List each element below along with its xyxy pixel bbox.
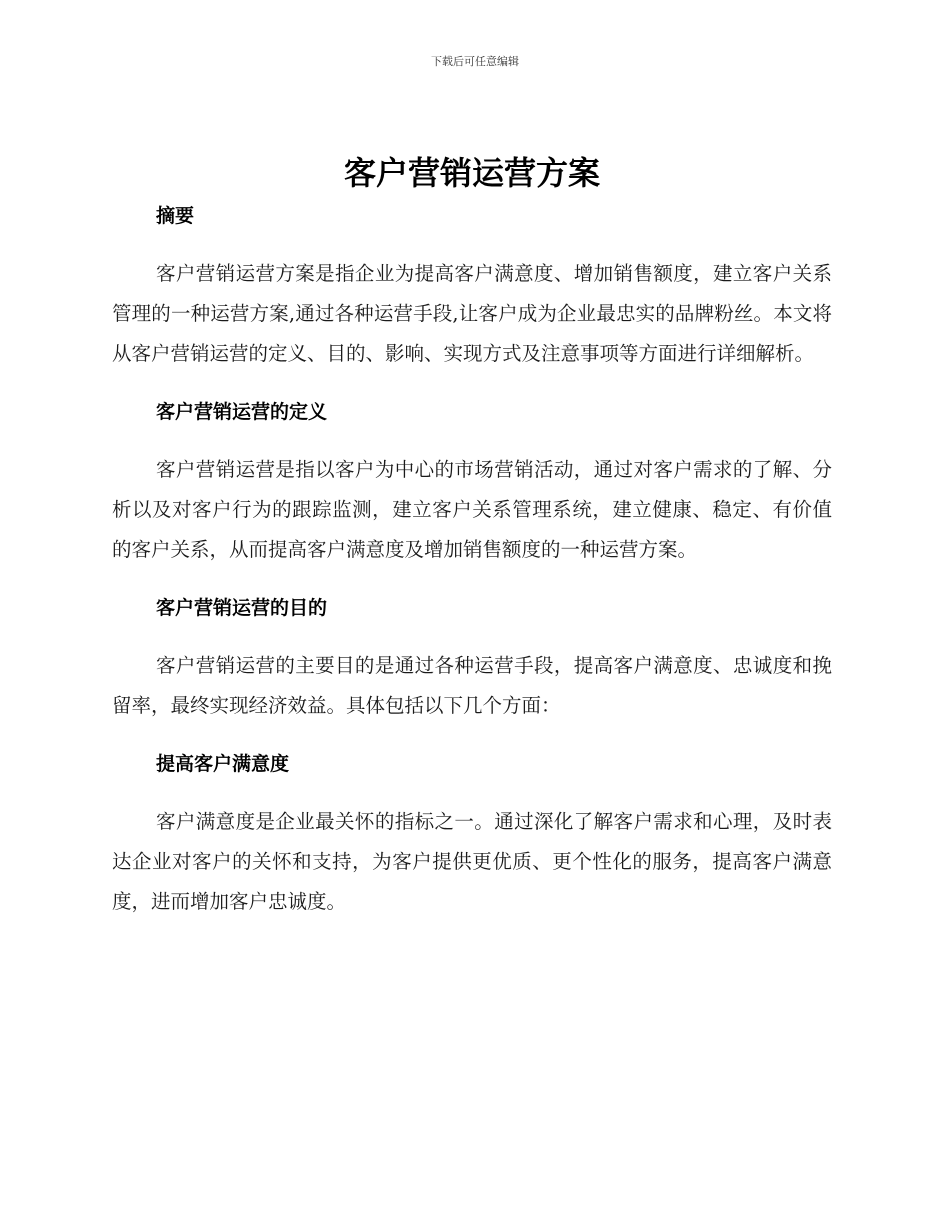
- paragraph-definition: 客户营销运营是指以客户为中心的市场营销活动，通过对客户需求的了解、分析以及对客户行为的跟踪监测，建立客户关系管理系统，建立健康、稳定、有价值的客户关系，从而提高客户满意度及增加销售额度的一种运营方案。: [112, 458, 832, 561]
- document-body: [112, 150, 832, 946]
- paragraph-abstract: 客户营销运营方案是指企业为提高客户满意度、增加销售额度，建立客户关系管理的一种运营方案,通过各种运营手段,让客户成为企业最忠实的品牌粉丝。本文将从客户营销运营的定义、目的、影响、实现方式及注意事项等方面进行详细解析。: [112, 262, 832, 365]
- section-heading-definition: 客户营销运营的定义: [156, 401, 328, 423]
- page-header-note: 下载后可任意编辑: [431, 55, 519, 68]
- document-title: 客户营销运营方案: [343, 154, 600, 192]
- section-heading-abstract: 摘要: [156, 205, 195, 227]
- paragraph-purpose: 客户营销运营的主要目的是通过各种运营手段，提高客户满意度、忠诚度和挽留率，最终实现经济效益。具体包括以下几个方面：: [112, 654, 832, 717]
- paragraph-satisfaction: 客户满意度是企业最关怀的指标之一。通过深化了解客户需求和心理，及时表达企业对客户的关怀和支持，为客户提供更优质、更个性化的服务，提高客户满意度，进而增加客户忠诚度。: [112, 810, 832, 913]
- section-heading-purpose: 客户营销运营的目的: [156, 597, 328, 619]
- section-heading-satisfaction: 提高客户满意度: [156, 753, 290, 775]
